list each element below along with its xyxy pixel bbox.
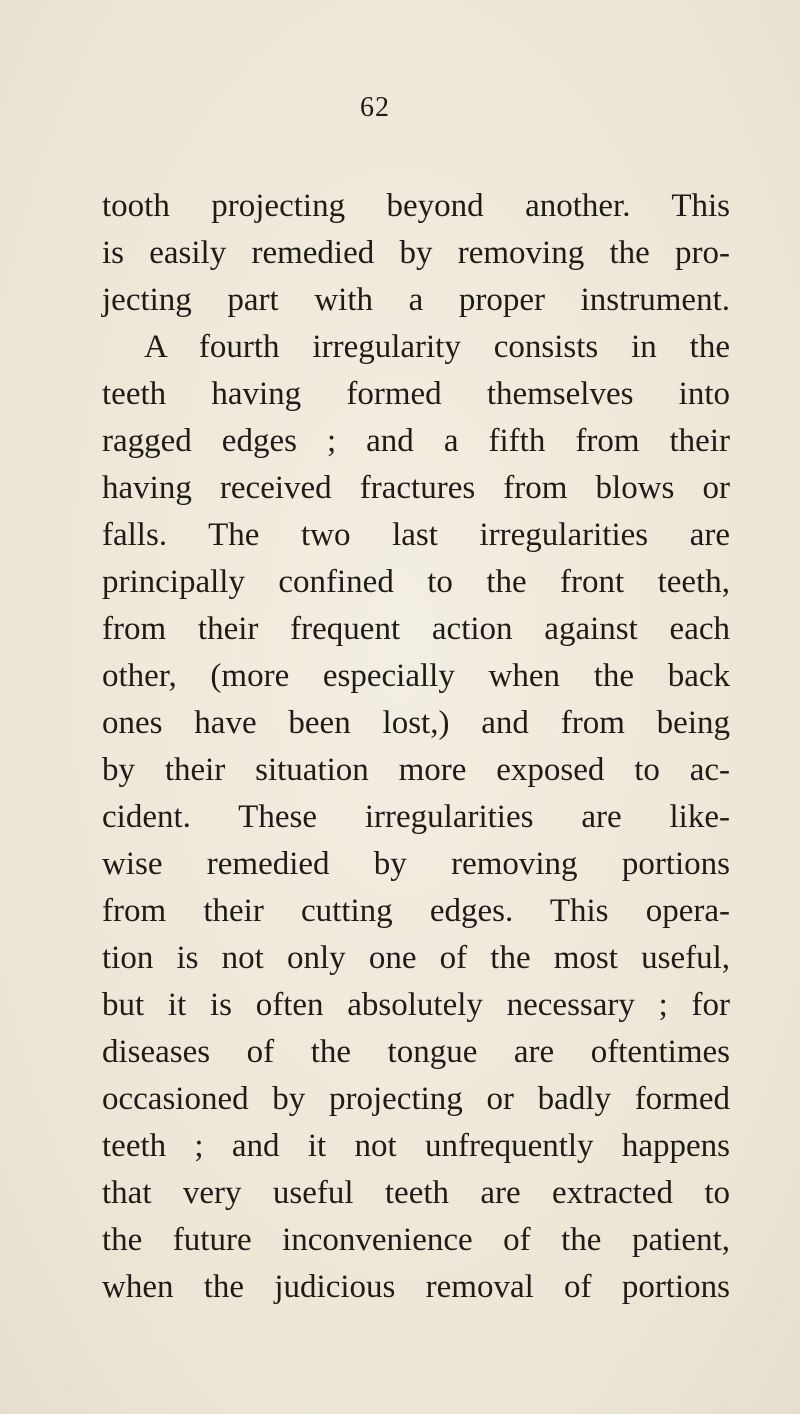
text-line: teeth having formed themselves into	[102, 376, 730, 412]
text-line: ones have been lost,) and from being	[102, 705, 730, 741]
text-line: diseases of the tongue are oftentimes	[102, 1034, 730, 1070]
text-line: that very useful teeth are extracted to	[102, 1175, 730, 1211]
text-line: other, (more especially when the back	[102, 658, 730, 694]
text-line: the future inconvenience of the patient,	[102, 1222, 730, 1258]
text-line: falls. The two last irregularities are	[102, 517, 730, 553]
page-number: 62	[360, 92, 390, 123]
text-line: tooth projecting beyond another. This	[102, 188, 730, 224]
text-line: when the judicious removal of portions	[102, 1269, 730, 1305]
text-line: principally confined to the front teeth,	[102, 564, 730, 600]
text-line: occasioned by projecting or badly formed	[102, 1081, 730, 1117]
text-line: teeth ; and it not unfrequently happens	[102, 1128, 730, 1164]
text-line: from their frequent action against each	[102, 611, 730, 647]
text-line: wise remedied by removing portions	[102, 846, 730, 882]
text-line: is easily remedied by removing the pro-	[102, 235, 730, 271]
text-line: from their cutting edges. This opera-	[102, 893, 730, 929]
body-text	[102, 183, 730, 1311]
text-line: by their situation more exposed to ac-	[102, 752, 730, 788]
text-line: ragged edges ; and a fifth from their	[102, 423, 730, 459]
text-line: having received fractures from blows or	[102, 470, 730, 506]
text-line-paragraph-start: A fourth irregularity consists in the	[144, 329, 730, 365]
text-line: cident. These irregularities are like-	[102, 799, 730, 835]
text-line: but it is often absolutely necessary ; for	[102, 987, 730, 1023]
text-line: tion is not only one of the most useful,	[102, 940, 730, 976]
text-line: jecting part with a proper instrument.	[102, 282, 730, 318]
